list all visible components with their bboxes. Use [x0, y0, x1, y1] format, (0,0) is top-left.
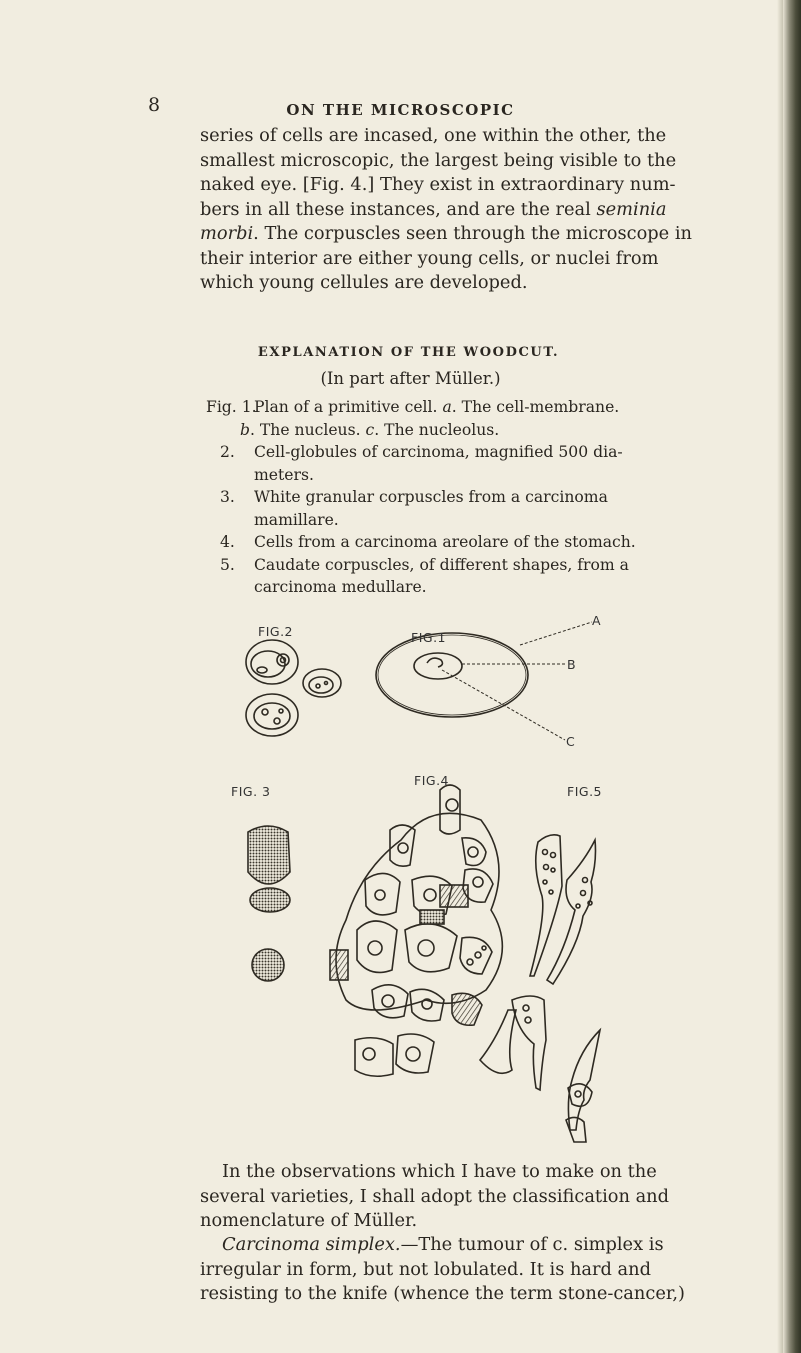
legend-text: Caudate corpuscles, of different shapes, from a [254, 555, 629, 574]
legend-text: . The nucleus. [249, 420, 366, 439]
running-head: ON THE MICROSCOPIC [286, 101, 515, 119]
paragraph-carcinoma-simplex [200, 1233, 770, 1307]
italic-term: morbi [200, 223, 254, 244]
italic-term: Carcinoma simplex. [222, 1234, 401, 1255]
text-line: nomenclature of Müller. [200, 1210, 418, 1231]
explanation-heading: EXPLANATION OF THE WOODCUT. [257, 345, 560, 360]
legend-letter: b [240, 420, 250, 439]
italic-term: seminia [596, 198, 667, 220]
text-line: their interior are either young cells, or nuclei from [200, 247, 659, 269]
legend-text: Cell-globules of carcinoma, magnified 500 dia- [254, 443, 623, 461]
text-line: several varieties, I shall adopt the classification and [200, 1185, 669, 1207]
text-line: resisting to the knife (whence the term stone-cancer,) [200, 1283, 685, 1304]
text-line: irregular in form, but not lobulated. It is hard and [200, 1258, 651, 1280]
legend-number: 3. [220, 488, 235, 506]
legend-continuation: mamillare. [254, 510, 339, 529]
text-fragment: . The corpuscles seen through the microscope in [253, 223, 692, 244]
paragraph-observations [200, 1160, 770, 1234]
legend-letter: a [442, 398, 452, 416]
legend-number: 5. [220, 555, 235, 574]
text-line [200, 1233, 770, 1258]
text-line: which young cellules are developed. [200, 272, 528, 293]
legend-number: 2. [220, 443, 235, 461]
fig2-cell-globules [246, 640, 341, 736]
legend-letter: c [365, 420, 375, 439]
legend-text: . The nucleolus. [374, 420, 500, 439]
text-line: smallest microscopic, the largest being visible to the [200, 149, 677, 171]
legend-number: 4. [220, 533, 235, 551]
legend-number: Fig. 1. [206, 398, 257, 416]
fig1-label-c: C [566, 734, 576, 749]
legend-text: Cells from a carcinoma areolare of the stomach. [254, 533, 636, 551]
fig4-areolar-cells [330, 785, 502, 1076]
legend-text: Plan of a primitive cell. [254, 398, 443, 416]
fig2-label: FIG.2 [258, 624, 293, 639]
legend-continuation: carcinoma medullare. [254, 578, 427, 596]
fig5-label: FIG.5 [567, 784, 602, 799]
explanation-subheading: (In part after Müller.) [320, 369, 501, 388]
legend-text: . The cell-membrane. [451, 398, 620, 416]
text-line: naked eye. [Fig. 4.] They exist in extraordinary num- [200, 174, 676, 195]
legend-continuation: meters. [254, 465, 314, 484]
fig1-label-a: A [592, 613, 602, 628]
text-fragment: bers in all these instances, and are the real [200, 198, 597, 220]
text-line: series of cells are incased, one within the other, the [200, 125, 667, 146]
fig3-granular-corpuscles [248, 826, 290, 981]
fig3-label: FIG. 3 [231, 784, 271, 799]
fig1-label: FIG.1 [411, 630, 446, 645]
legend-text: White granular corpuscles from a carcinoma [254, 488, 608, 506]
page-number: 8 [148, 94, 161, 116]
fig1-label-b: B [567, 657, 577, 672]
fig1-primitive-cell [376, 622, 592, 740]
text-fragment: —The tumour of c. simplex is [400, 1234, 664, 1255]
fig4-label: FIG.4 [414, 773, 449, 788]
text-line: In the observations which I have to make on the [222, 1161, 657, 1182]
